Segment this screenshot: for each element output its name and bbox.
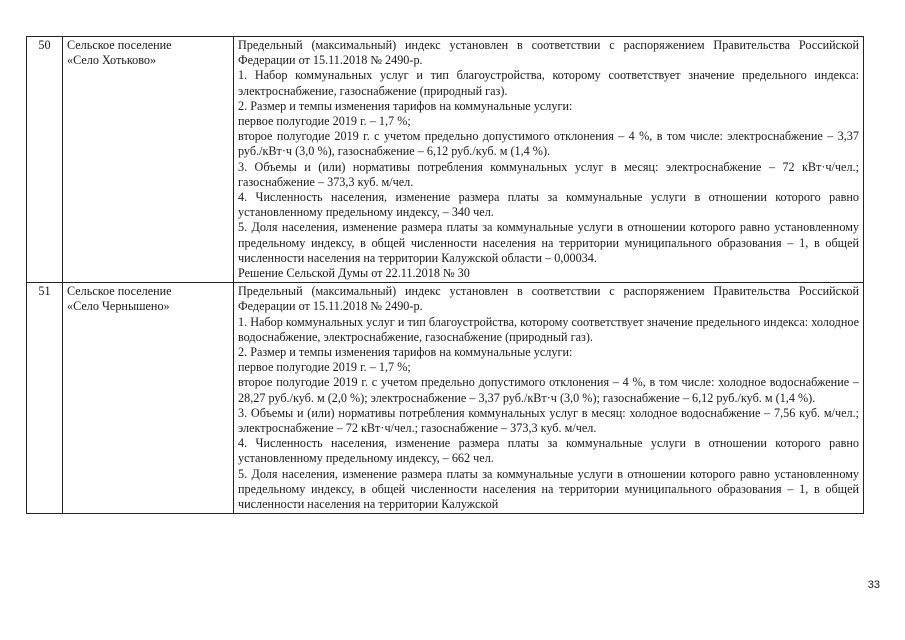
settlement-type: Сельское поселение bbox=[67, 284, 172, 299]
paragraph: первое полугодие 2019 г. – 1,7 %; bbox=[238, 360, 411, 375]
table-row bbox=[27, 283, 864, 514]
settlement-type: Сельское поселение bbox=[67, 38, 172, 52]
paragraph: 3. Объемы и (или) нормативы потребления коммунальных услуг в месяц: холодное водоснабжение – 7,56 куб. м/чел.; электроснабжение – 72 кВт·ч/чел.; газоснабжение – 373,3 куб. м/чел. bbox=[238, 405, 859, 436]
settlement-name-cell bbox=[63, 37, 234, 283]
paragraph: Предельный (максимальный) индекс установлен в соответствии с распоряжением Правительства Российской Федерации от 15.11.2018 № 2490-р. bbox=[238, 284, 859, 314]
paragraph: 5. Доля населения, изменение размера платы за коммунальные услуги в отношении которого равно установленному предельному индексу, в общей численности населения на территории муниципального образования – 1, в общей численности населения на территории Калужской bbox=[238, 466, 859, 512]
decision-reference: Решение Сельской Думы от 22.11.2018 № 30 bbox=[238, 266, 470, 281]
paragraph: 1. Набор коммунальных услуг и тип благоустройства, которому соответствует значение предельного индекса: электроснабжение, газоснабжение (природный газ). bbox=[238, 68, 859, 98]
paragraph: 2. Размер и темпы изменения тарифов на коммунальные услуги: bbox=[238, 98, 573, 113]
paragraph: 2. Размер и темпы изменения тарифов на коммунальные услуги: bbox=[238, 345, 573, 360]
row-number: 50 bbox=[27, 37, 63, 283]
paragraph: 5. Доля населения, изменение размера платы за коммунальные услуги в отношении которого равно установленному предельному индексу, в общей численности населения на территории муниципального образования – 1, в общей численности населения на территории Калужской области – 0,00034. bbox=[238, 220, 859, 265]
table-row bbox=[27, 37, 864, 283]
paragraph: 4. Численность населения, изменение размера платы за коммунальные услуги в отношении которого равно установленному предельному индексу, – 340 чел. bbox=[238, 190, 859, 220]
paragraph: Предельный (максимальный) индекс установлен в соответствии с распоряжением Правительства Российской Федерации от 15.11.2018 № 2490-р. bbox=[238, 38, 859, 68]
tariff-index-table bbox=[26, 36, 864, 514]
settlement-name-cell bbox=[63, 283, 234, 514]
paragraph: первое полугодие 2019 г. – 1,7 %; bbox=[238, 114, 411, 129]
page-number: 33 bbox=[867, 579, 880, 591]
paragraph: 1. Набор коммунальных услуг и тип благоустройства, которому соответствует значение предельного индекса: холодное водоснабжение, электроснабжение, газоснабжение (природный газ). bbox=[238, 314, 859, 344]
settlement-name: «Село Хотьково» bbox=[67, 53, 157, 68]
paragraph: второе полугодие 2019 г. с учетом предельно допустимого отклонения – 4 %, в том числе: электроснабжение – 3,37 руб./кВт·ч (3,0 %), газоснабжение – 6,12 руб./куб. м (1,4 %). bbox=[238, 129, 859, 159]
paragraph: второе полугодие 2019 г. с учетом предельно допустимого отклонения – 4 %, в том числе: холодное водоснабжение – 28,27 руб./куб. м (2,0 %); электроснабжение – 3,37 руб./кВт·ч (3,0 %); газоснабжение – 6,12 руб./куб. м (1,4 %). bbox=[238, 375, 859, 405]
settlement-name: «Село Чернышено» bbox=[67, 299, 170, 314]
index-description-cell bbox=[234, 37, 864, 283]
index-description-cell bbox=[234, 283, 864, 514]
row-number: 51 bbox=[27, 283, 63, 514]
paragraph: 4. Численность населения, изменение размера платы за коммунальные услуги в отношении которого равно установленному предельному индексу, – 662 чел. bbox=[238, 436, 859, 466]
paragraph: 3. Объемы и (или) нормативы потребления коммунальных услуг в месяц: электроснабжение – 72 кВт·ч/чел.; газоснабжение – 373,3 куб. м/чел. bbox=[238, 159, 859, 189]
